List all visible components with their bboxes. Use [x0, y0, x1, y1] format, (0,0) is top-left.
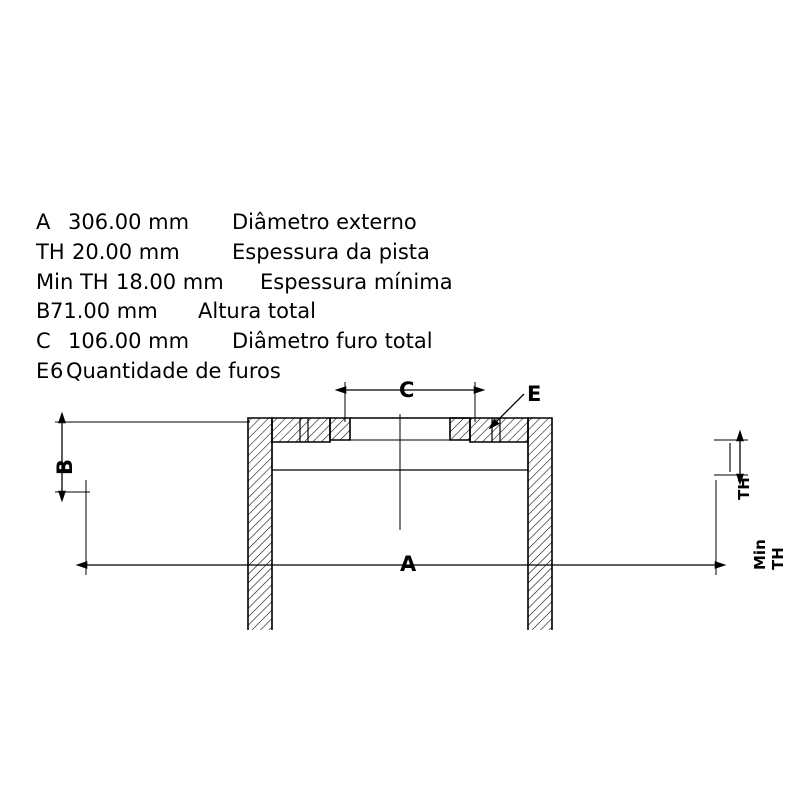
spec-row-th — [36, 238, 556, 268]
spec-description: Espessura da pista — [232, 239, 430, 264]
technical-drawing — [0, 330, 800, 630]
spec-description: Espessura mínima — [260, 269, 453, 294]
label-a: A — [400, 552, 417, 576]
spec-value: 20.00 mm — [72, 239, 180, 264]
dimension-th — [714, 440, 748, 475]
spec-code: E — [36, 359, 50, 384]
label-e: E — [527, 382, 542, 406]
label-b: B — [53, 458, 77, 475]
spec-code: B — [36, 299, 51, 324]
spec-value: 306.00 mm — [68, 210, 190, 234]
spec-description: Diâmetro externo — [232, 210, 417, 234]
label-min-th: Min TH — [751, 539, 787, 570]
spec-value: 18.00 mm — [116, 269, 224, 294]
spec-description: Quantidade de furos — [66, 359, 281, 384]
brake-disc-section-svg — [0, 330, 800, 630]
spec-row-a — [36, 208, 556, 238]
spec-description: Diâmetro furo total — [232, 329, 433, 354]
label-th: TH — [735, 477, 753, 500]
label-c: C — [399, 378, 415, 402]
spec-value: 71.00 mm — [50, 299, 158, 324]
spec-code: Min TH — [36, 269, 109, 294]
spec-code: TH — [36, 239, 65, 264]
dimension-b — [55, 422, 250, 492]
spec-description: Altura total — [198, 299, 316, 324]
spec-value: 6 — [50, 359, 64, 384]
spec-code: C — [36, 329, 51, 354]
spec-code: A — [36, 210, 51, 234]
spec-row-b — [36, 297, 556, 327]
spec-row-min-th — [36, 268, 556, 298]
spec-value: 106.00 mm — [68, 329, 190, 354]
